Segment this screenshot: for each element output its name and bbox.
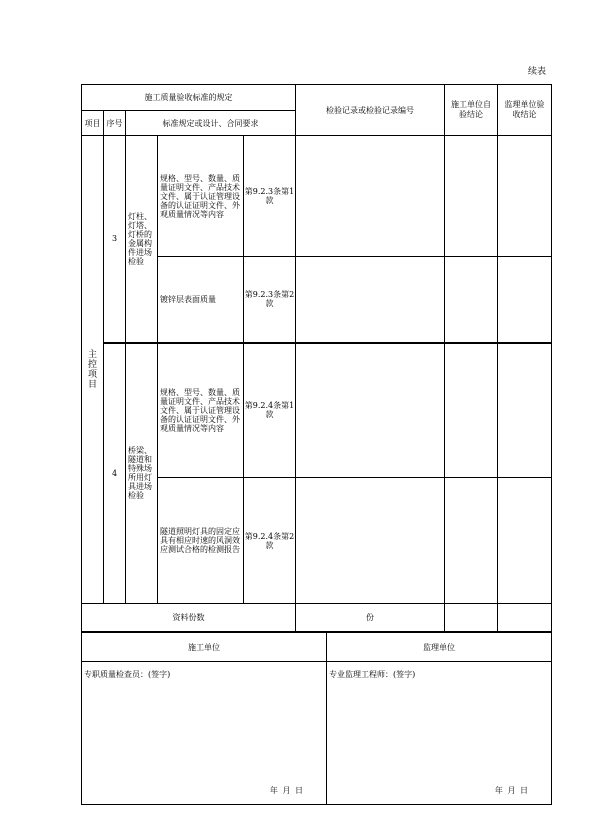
group-name: 灯柱、灯塔、灯桥的金属构件进场检验: [126, 136, 158, 343]
clause-ref: 第9.2.4条第1款: [244, 343, 296, 478]
contractor-column-header: 施工单位自验结论: [445, 85, 498, 136]
document-count-cell[interactable]: [498, 604, 552, 632]
contractor-conclusion-cell[interactable]: [445, 136, 498, 257]
record-cell[interactable]: [296, 257, 445, 343]
seq-column-header: 序号: [104, 111, 126, 136]
record-cell[interactable]: [296, 478, 445, 604]
contractor-conclusion-cell[interactable]: [445, 478, 498, 604]
record-column-header: 检验记录或检验记录编号: [296, 85, 445, 136]
group-seq: 4: [104, 343, 126, 604]
supervisor-sign-label: 专业监理工程师：(签字): [329, 670, 416, 679]
item-column-header: 项目: [82, 111, 104, 136]
contractor-conclusion-cell[interactable]: [445, 343, 498, 478]
clause-ref: 第9.2.3条第1款: [244, 136, 296, 257]
contractor-conclusion-cell[interactable]: [445, 257, 498, 343]
continued-label: 续表: [528, 67, 547, 77]
requirement-text: 规格、型号、数量、质量证明文件、产品技术文件、属于认证管理设备的认证证明文件、外观质量情况等内容: [158, 136, 244, 257]
supervisor-conclusion-cell[interactable]: [498, 136, 552, 257]
clause-ref: 第9.2.4条第2款: [244, 478, 296, 604]
contractor-title: 施工单位: [82, 633, 327, 662]
supervisor-column-header: 监理单位验收结论: [498, 85, 552, 136]
requirement-text: 隧道照明灯具的固定应具有相应时速的风洞效应测试合格的检测报告: [158, 478, 244, 604]
standard-group-header: 施工质量验收标准的规定: [82, 85, 296, 111]
contractor-sign-label: 专职质量检查员：(签字): [84, 670, 171, 679]
supervisor-sign-area[interactable]: [327, 662, 552, 805]
supervisor-date: 年 月 日: [494, 786, 529, 795]
supervisor-conclusion-cell[interactable]: [498, 257, 552, 343]
document-count-cell[interactable]: [445, 604, 498, 632]
contractor-sign-area[interactable]: [82, 662, 327, 805]
group-name: 桥梁、隧道和特殊场所用灯具进场检验: [126, 343, 158, 604]
group-seq: 3: [104, 136, 126, 343]
supervisor-title: 监理单位: [327, 633, 552, 662]
contractor-date: 年 月 日: [269, 786, 304, 795]
record-cell[interactable]: [296, 343, 445, 478]
document-count-unit: 份: [296, 604, 445, 632]
requirement-text: 镀锌层表面质量: [158, 257, 244, 343]
inspection-table: [81, 84, 552, 632]
record-cell[interactable]: [296, 136, 445, 257]
document-count-label: 资料份数: [82, 604, 296, 632]
section-label: 主控项目: [82, 136, 104, 604]
supervisor-conclusion-cell[interactable]: [498, 343, 552, 478]
signature-table: [81, 632, 552, 805]
clause-ref: 第9.2.3条第2款: [244, 257, 296, 343]
requirement-column-header: 标准规定或设计、合同要求: [126, 111, 296, 136]
supervisor-conclusion-cell[interactable]: [498, 478, 552, 604]
requirement-text: 规格、型号、数量、质量证明文件、产品技术文件、属于认证管理设备的认证证明文件、外观质量情况等内容: [158, 343, 244, 478]
